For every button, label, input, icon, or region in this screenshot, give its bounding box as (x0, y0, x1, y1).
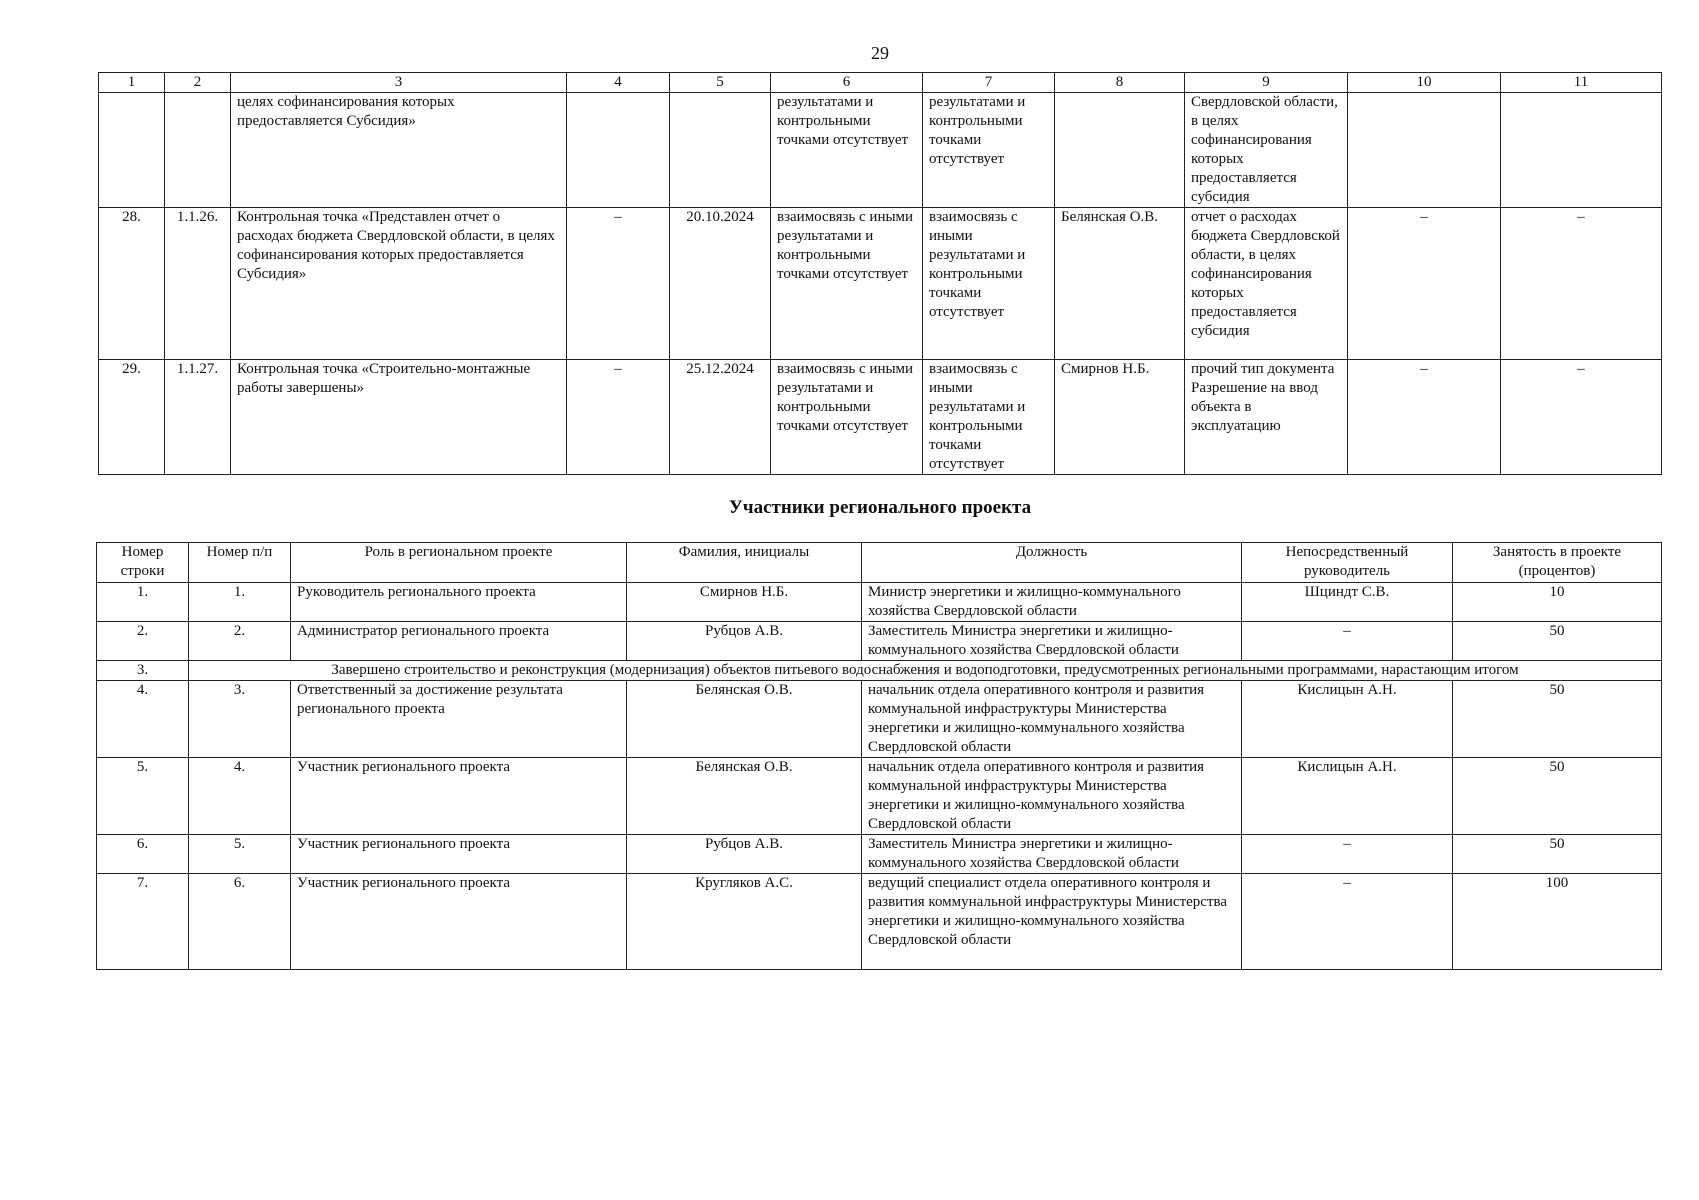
cell-name: Рубцов А.В. (627, 622, 862, 661)
cell-col11 (1501, 93, 1662, 208)
cell-load: 50 (1453, 758, 1662, 835)
column-header: Занятость в проекте (процентов) (1453, 543, 1662, 583)
table-header-row (99, 73, 1662, 93)
cell-role: Участник регионального проекта (291, 874, 627, 970)
cell-position: Министр энергетики и жилищно-коммунального хозяйства Свердловской области (862, 583, 1242, 622)
cell-manager: – (1242, 874, 1453, 970)
cell-result-title: Завершено строительство и реконструкция (модернизация) объектов питьевого водоснабжения и водоподготовки, предусмотренных региональными программами, нарастающим итогом (189, 661, 1662, 681)
cell-col11: – (1501, 208, 1662, 360)
cell-role: Ответственный за достижение результата регионального проекта (291, 681, 627, 758)
cell-role: Участник регионального проекта (291, 758, 627, 835)
cell-item-number: 3. (189, 681, 291, 758)
cell-row-number: 4. (97, 681, 189, 758)
cell-manager: – (1242, 835, 1453, 874)
cell-row-number: 1. (97, 583, 189, 622)
cell-position: начальник отдела оперативного контроля и развития коммунальной инфраструктуры Министерства энергетики и жилищно-коммунального хозяйства Свердловской области (862, 681, 1242, 758)
table-row (97, 681, 1662, 758)
cell-role: Участник регионального проекта (291, 835, 627, 874)
cell-load: 50 (1453, 622, 1662, 661)
cell-manager: Шциндт С.В. (1242, 583, 1453, 622)
cell-relation: результатами и контрольными точками отсутствует (771, 93, 923, 208)
milestones-table (98, 72, 1662, 475)
cell-role: Руководитель регионального проекта (291, 583, 627, 622)
participants-table (96, 542, 1662, 970)
table-row (97, 758, 1662, 835)
cell-row-number: 7. (97, 874, 189, 970)
cell-row-number: 5. (97, 758, 189, 835)
cell-item-number: 1. (189, 583, 291, 622)
cell-role: Администратор регионального проекта (291, 622, 627, 661)
cell-relation: результатами и контрольными точками отсутствует (923, 93, 1055, 208)
cell-position: ведущий специалист отдела оперативного контроля и развития коммунальной инфраструктуры Министерства энергетики и жилищно-коммунального хозяйства Свердловской области (862, 874, 1242, 970)
cell-relation: взаимосвязь с иными результатами и контрольными точками отсутствует (923, 208, 1055, 360)
table-row (99, 208, 1662, 360)
cell-description: Контрольная точка «Представлен отчет о расходах бюджета Свердловской области, в целях софинансирования которых предоставляется Субсидия» (231, 208, 567, 360)
column-header: 11 (1501, 73, 1662, 93)
cell-col4: – (567, 208, 670, 360)
column-header: 4 (567, 73, 670, 93)
cell-manager: Кислицын А.Н. (1242, 681, 1453, 758)
cell-position: Заместитель Министра энергетики и жилищно-коммунального хозяйства Свердловской области (862, 835, 1242, 874)
table-row (99, 360, 1662, 475)
cell-col4: – (567, 360, 670, 475)
cell-position: Заместитель Министра энергетики и жилищно-коммунального хозяйства Свердловской области (862, 622, 1242, 661)
cell-col10 (1348, 93, 1501, 208)
table-row (97, 622, 1662, 661)
cell-date: 20.10.2024 (670, 208, 771, 360)
column-header: Номер строки (97, 543, 189, 583)
cell-item-number: 2. (189, 622, 291, 661)
cell-relation: взаимосвязь с иными результатами и контрольными точками отсутствует (771, 208, 923, 360)
cell-col4 (567, 93, 670, 208)
cell-item-number: 5. (189, 835, 291, 874)
cell-relation: взаимосвязь с иными результатами и контрольными точками отсутствует (771, 360, 923, 475)
column-header: 3 (231, 73, 567, 93)
cell-item-number: 6. (189, 874, 291, 970)
table-header-row (97, 543, 1662, 583)
cell-name: Рубцов А.В. (627, 835, 862, 874)
cell-row-number: 6. (97, 835, 189, 874)
cell-load: 100 (1453, 874, 1662, 970)
column-header: Фамилия, инициалы (627, 543, 862, 583)
column-header: 2 (165, 73, 231, 93)
table-row (97, 583, 1662, 622)
column-header: Роль в региональном проекте (291, 543, 627, 583)
cell-responsible (1055, 93, 1185, 208)
table-row (97, 835, 1662, 874)
cell-row-number: 2. (97, 622, 189, 661)
cell-col10: – (1348, 208, 1501, 360)
column-header: 1 (99, 73, 165, 93)
table-row (99, 93, 1662, 208)
cell-row-number (99, 93, 165, 208)
column-header: 6 (771, 73, 923, 93)
cell-name: Белянская О.В. (627, 681, 862, 758)
page-number: 29 (871, 43, 889, 63)
cell-description: целях софинансирования которых предоставляется Субсидия» (231, 93, 567, 208)
cell-position: начальник отдела оперативного контроля и развития коммунальной инфраструктуры Министерства энергетики и жилищно-коммунального хозяйства Свердловской области (862, 758, 1242, 835)
cell-date: 25.12.2024 (670, 360, 771, 475)
cell-date (670, 93, 771, 208)
column-header: 7 (923, 73, 1055, 93)
table-row (97, 874, 1662, 970)
cell-name: Кругляков А.С. (627, 874, 862, 970)
cell-document: прочий тип документа Разрешение на ввод объекта в эксплуатацию (1185, 360, 1348, 475)
cell-item-number: 1.1.26. (165, 208, 231, 360)
cell-document: Свердловской области, в целях софинансирования которых предоставляется субсидия (1185, 93, 1348, 208)
cell-col11: – (1501, 360, 1662, 475)
cell-document: отчет о расходах бюджета Свердловской области, в целях софинансирования которых предоставляется субсидия (1185, 208, 1348, 360)
cell-load: 50 (1453, 681, 1662, 758)
cell-manager: – (1242, 622, 1453, 661)
cell-item-number (165, 93, 231, 208)
cell-col10: – (1348, 360, 1501, 475)
cell-name: Смирнов Н.Б. (627, 583, 862, 622)
column-header: Должность (862, 543, 1242, 583)
cell-item-number: 4. (189, 758, 291, 835)
cell-row-number: 3. (97, 661, 189, 681)
table-row-spanned (97, 661, 1662, 681)
cell-description: Контрольная точка «Строительно-монтажные работы завершены» (231, 360, 567, 475)
cell-manager: Кислицын А.Н. (1242, 758, 1453, 835)
column-header: 9 (1185, 73, 1348, 93)
cell-row-number: 29. (99, 360, 165, 475)
cell-row-number: 28. (99, 208, 165, 360)
cell-relation: взаимосвязь с иными результатами и контрольными точками отсутствует (923, 360, 1055, 475)
column-header: Номер п/п (189, 543, 291, 583)
cell-responsible: Смирнов Н.Б. (1055, 360, 1185, 475)
cell-responsible: Белянская О.В. (1055, 208, 1185, 360)
cell-load: 50 (1453, 835, 1662, 874)
column-header: 8 (1055, 73, 1185, 93)
section-title: Участники регионального проекта (728, 497, 1032, 518)
cell-load: 10 (1453, 583, 1662, 622)
cell-name: Белянская О.В. (627, 758, 862, 835)
column-header: Непосредственный руководитель (1242, 543, 1453, 583)
column-header: 10 (1348, 73, 1501, 93)
cell-item-number: 1.1.27. (165, 360, 231, 475)
column-header: 5 (670, 73, 771, 93)
